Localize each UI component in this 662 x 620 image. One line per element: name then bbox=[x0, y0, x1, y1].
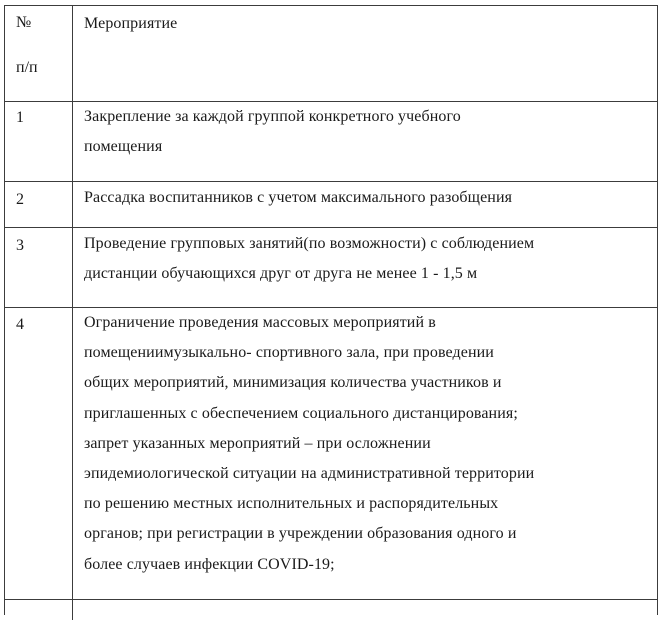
event-text-line: Рассадка воспитанников с учетом максимального разобщения bbox=[84, 189, 513, 206]
header-number-abbrev: п/п bbox=[16, 59, 38, 76]
header-event-label: Мероприятие bbox=[84, 15, 178, 32]
event-text-line: приглашенных с обеспечением социального дистанцирования; bbox=[84, 404, 518, 422]
measures-table bbox=[4, 5, 658, 615]
event-text-line: запрет указанных мероприятий – при осложнении bbox=[84, 434, 431, 452]
header-number-sign: № bbox=[16, 14, 32, 31]
event-text-line: Закрепление за каждой группой конкретного учебного bbox=[84, 108, 461, 125]
row-event-text bbox=[73, 228, 657, 307]
event-text-line: органов; при регистрации в учреждении образования одного и bbox=[84, 525, 517, 543]
table-row bbox=[5, 102, 657, 182]
event-text-line: более случаев инфекции COVID-19; bbox=[84, 555, 335, 573]
event-text-line: по решению местных исполнительных и распорядительных bbox=[84, 495, 499, 513]
row-event-text bbox=[73, 182, 657, 227]
header-number-cell bbox=[5, 6, 73, 101]
row-number: 3 bbox=[5, 228, 73, 307]
event-text-line: дистанции обучающихся друг от друга не менее 1 - 1,5 м bbox=[84, 265, 478, 282]
event-text-line: Проведение групповых занятий(по возможности) с соблюдением bbox=[84, 235, 535, 252]
event-text-line: эпидемиологической ситуации на административной территории bbox=[84, 465, 535, 483]
table-row bbox=[5, 228, 657, 308]
row-number: 1 bbox=[5, 102, 73, 181]
table-row bbox=[5, 182, 657, 228]
row-event-text bbox=[73, 102, 657, 181]
event-text-line: помещения bbox=[84, 138, 163, 155]
event-text-line: Ограничение проведения массовых мероприятий в bbox=[84, 314, 436, 331]
table-header-row bbox=[5, 6, 657, 102]
table-row bbox=[5, 308, 657, 600]
header-event-cell bbox=[73, 6, 657, 101]
row-number: 4 bbox=[5, 308, 73, 599]
row-number: 2 bbox=[5, 182, 73, 227]
event-text-line: общих мероприятий, минимизация количества участников и bbox=[84, 374, 502, 392]
row-event-text-empty bbox=[73, 600, 657, 620]
row-event-text bbox=[73, 308, 657, 599]
row-number-empty bbox=[5, 600, 73, 620]
table-row-partial bbox=[5, 600, 657, 620]
event-text-line: помещениимузыкально- спортивного зала, при проведении bbox=[84, 344, 494, 362]
